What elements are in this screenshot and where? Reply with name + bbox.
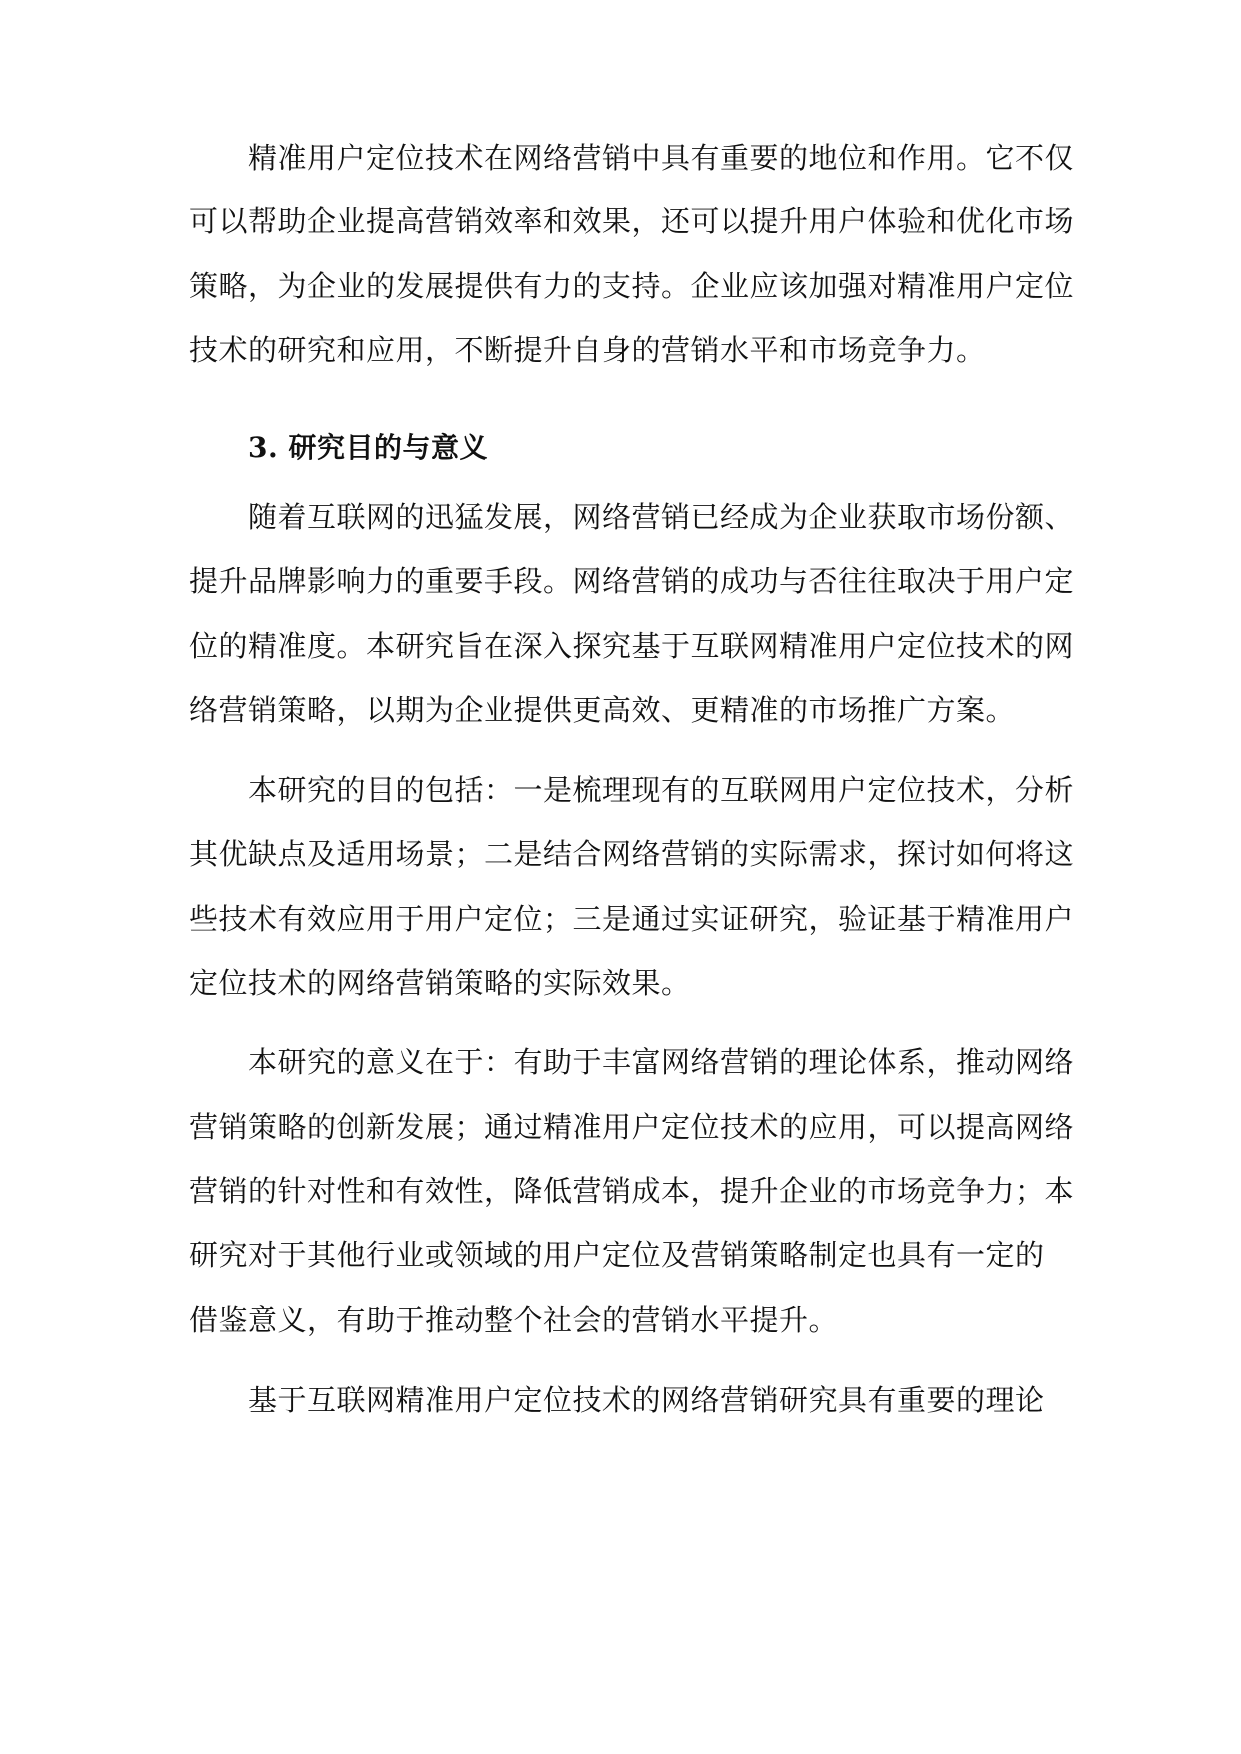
paragraph-2-line-2: 提升品牌影响力的重要手段。网络营销的成功与否往往取决于用户定 bbox=[189, 564, 1075, 598]
paragraph-4-line-3: 营销的针对性和有效性，降低营销成本，提升企业的市场竞争力；本 bbox=[189, 1174, 1075, 1208]
paragraph-2-line-1: 随着互联网的迅猛发展，网络营销已经成为企业获取市场份额、 bbox=[248, 500, 1075, 534]
paragraph-4-line-2: 营销策略的创新发展；通过精准用户定位技术的应用，可以提高网络 bbox=[189, 1110, 1075, 1144]
paragraph-5-line-1: 基于互联网精准用户定位技术的网络营销研究具有重要的理论 bbox=[248, 1383, 1045, 1417]
paragraph-1-line-4: 技术的研究和应用，不断提升自身的营销水平和市场竞争力。 bbox=[189, 333, 986, 367]
paragraph-2-line-4: 络营销策略，以期为企业提供更高效、更精准的市场推广方案。 bbox=[189, 693, 1016, 727]
paragraph-4-line-4: 研究对于其他行业或领域的用户定位及营销策略制定也具有一定的 bbox=[189, 1238, 1045, 1272]
paragraph-3-line-3: 些技术有效应用于用户定位；三是通过实证研究，验证基于精准用户 bbox=[189, 902, 1075, 936]
paragraph-1-line-3: 策略，为企业的发展提供有力的支持。企业应该加强对精准用户定位 bbox=[189, 269, 1075, 303]
section-heading: 3. 研究目的与意义 bbox=[248, 431, 488, 464]
paragraph-1-line-1: 精准用户定位技术在网络营销中具有重要的地位和作用。它不仅 bbox=[248, 141, 1075, 175]
paragraph-4-line-5: 借鉴意义，有助于推动整个社会的营销水平提升。 bbox=[189, 1303, 839, 1337]
paragraph-3-line-1: 本研究的目的包括：一是梳理现有的互联网用户定位技术，分析 bbox=[248, 773, 1075, 807]
paragraph-1-line-2: 可以帮助企业提高营销效率和效果，还可以提升用户体验和优化市场 bbox=[189, 204, 1075, 238]
paragraph-3-line-4: 定位技术的网络营销策略的实际效果。 bbox=[189, 966, 691, 1000]
paragraph-2-line-3: 位的精准度。本研究旨在深入探究基于互联网精准用户定位技术的网 bbox=[189, 629, 1075, 663]
paragraph-3-line-2: 其优缺点及适用场景；二是结合网络营销的实际需求，探讨如何将这 bbox=[189, 837, 1075, 871]
paragraph-4-line-1: 本研究的意义在于：有助于丰富网络营销的理论体系，推动网络 bbox=[248, 1045, 1075, 1079]
